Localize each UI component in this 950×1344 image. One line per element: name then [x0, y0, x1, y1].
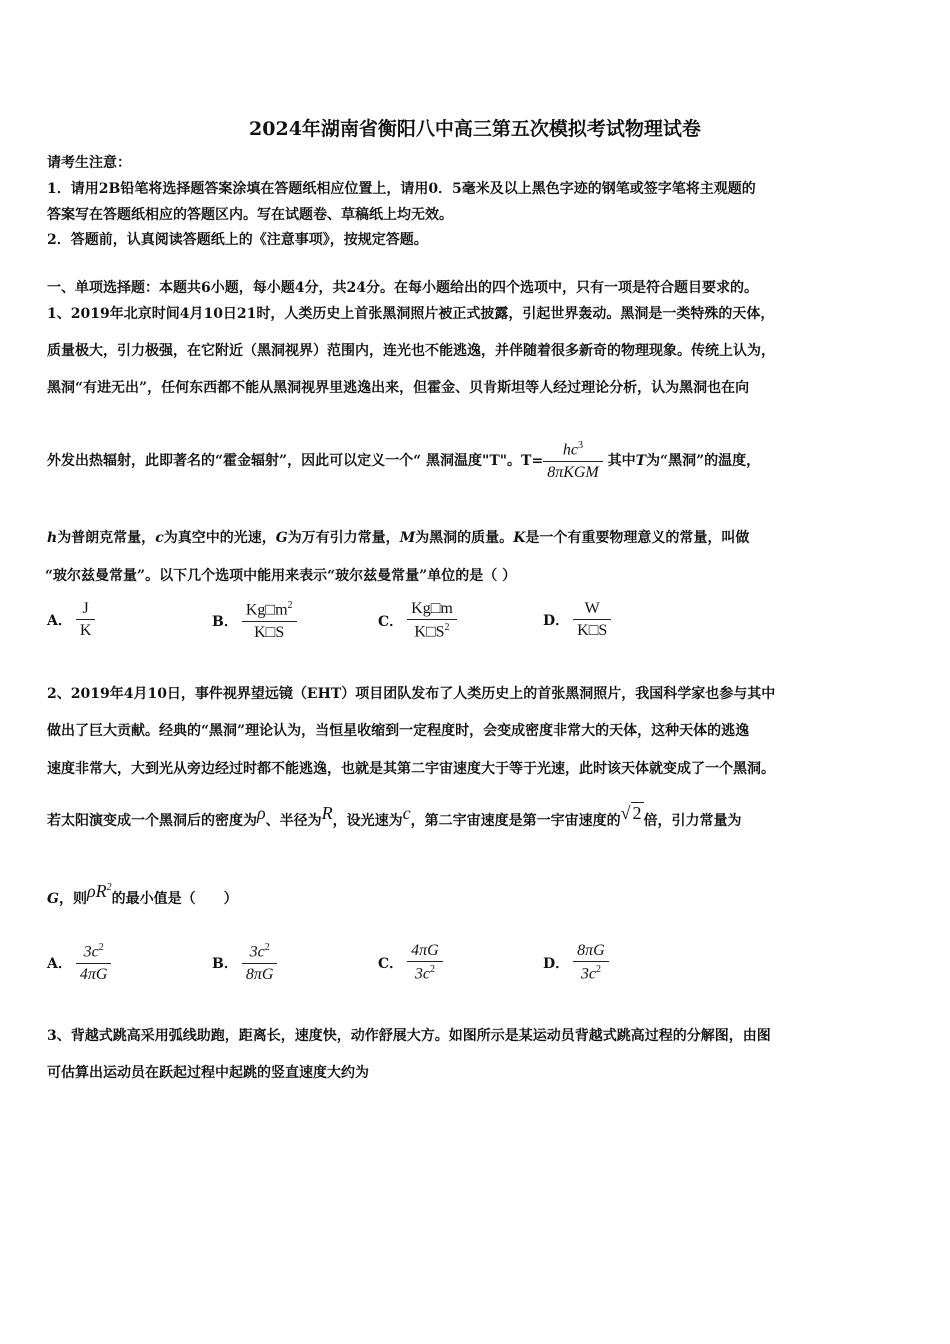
q1-line-6: “玻尔兹曼常量”。以下几个选项中能用来表示“玻尔兹曼常量”单位的是（ ） [45, 568, 517, 584]
q3-line-2: 可估算出运动员在跃起过程中起跳的竖直速度大约为 [47, 1065, 369, 1081]
notice-line-2: 2．答题前，认真阅读答题纸上的《注意事项》，按规定答题。 [47, 232, 428, 248]
q2-option-a[interactable]: A． $\frac{3c^2}{4\pi G}$ [47, 942, 111, 984]
formula-denominator: 8πKGM [547, 463, 599, 481]
q1-option-d[interactable]: D． $\frac{W}{K□S}$ [543, 600, 611, 641]
page-title: 2024年湖南省衡阳八中高三第五次模拟考试物理试卷 [249, 118, 701, 140]
hawking-formula [543, 440, 603, 482]
q1-line-4: 外发出热辐射，此即著名的“霍金辐射”，因此可以定义一个“ 黑洞温度"T"。T= $\frac{hc^3}{\text{8πKGM}}$ 其中T为“黑洞”的温度， [47, 440, 761, 481]
q2-line-4: 若太阳演变成一个黑洞后的密度为ρ、半径为R，设光速为c，第二宇宙速度是第一宇宙速度的√ 2 倍，引力常量为 [47, 803, 742, 829]
q1-line-2: 质量极大，引力极强，在它附近（黑洞视界）范围内，连光也不能逃逸，并伴随着很多新奇的物理现象。传统上认为， [47, 343, 775, 359]
q2-option-c[interactable]: C． $\frac{4\pi G}{3c^2}$ [378, 942, 443, 984]
q2-line-3: 速度非常大，大到光从旁边经过时都不能逃逸，也就是其第二宇宙速度大于等于光速，此时该天体就变成了一个黑洞。 [47, 761, 775, 777]
q1-line-4a: 外发出热辐射，此即著名的“霍金辐射”，因此可以定义一个“ 黑洞温度"T"。T= [47, 453, 544, 470]
rho-symbol: ρ [257, 803, 266, 823]
q1-option-a[interactable]: A． $\frac{J}{K}$ [47, 600, 95, 641]
light-speed-symbol: c [402, 803, 411, 823]
q2-line-2: 做出了巨大贡献。经典的“黑洞”理论认为，当恒星收缩到一定程度时，会变成密度非常大的天体，这种天体的逃逸 [47, 723, 750, 739]
notice-line-1a: 1．请用2B铅笔将选择题答案涂填在答题纸相应位置上，请用0．5毫米及以上黑色字迹的钢笔或签字笔将主观题的 [47, 181, 756, 197]
q2-line-1: 2、2019年4月10日，事件视界望远镜（EHT）项目团队发布了人类历史上的首张黑洞照片，我国科学家也参与其中 [47, 686, 776, 702]
notice-heading: 请考生注意： [47, 155, 131, 171]
section-heading: 一、单项选择题：本题共6小题，每小题4分，共24分。在每小题给出的四个选项中，只有一项是符合题目要求的。 [47, 280, 758, 296]
sqrt-two: √ 2 [620, 803, 642, 823]
q2-option-b[interactable]: B． $\frac{3c^2}{8\pi G}$ [212, 942, 277, 984]
q2-option-d[interactable]: D． $\frac{8\pi G}{3c^2}$ [543, 942, 609, 984]
notice-line-1b: 答案写在答题纸相应的答题区内。写在试题卷、草稿纸上均无效。 [47, 207, 453, 223]
q1-option-b[interactable]: B． $\frac{Kg□m^2}{K□S}$ [212, 600, 297, 642]
q3-line-1: 3、背越式跳高采用弧线助跑，距离长，速度快，动作舒展大方。如图所示是某运动员背越式跳高过程的分解图，由图 [47, 1028, 771, 1044]
formula-numerator: $hc^3$ [543, 440, 603, 462]
rho-r-squared: $\rho R^2$ [86, 881, 112, 901]
q2-line-5: G，则$\rho R^2$的最小值是（ ） [47, 881, 238, 907]
radius-symbol: R [321, 803, 333, 823]
q1-option-c[interactable]: C． $\frac{Kg□m}{K□S^2}$ [378, 600, 457, 642]
q1-line-1: 1、2019年北京时间4月10日21时，人类历史上首张黑洞照片被正式披露，引起世界轰动。黑洞是一类特殊的天体， [47, 306, 775, 322]
q1-line-3: 黑洞“有进无出”，任何东西都不能从黑洞视界里逃逸出来，但霍金、贝肯斯坦等人经过理论分析，认为黑洞也在向 [47, 380, 750, 396]
q1-line-5: h为普朗克常量，c为真空中的光速，G为万有引力常量，M为黑洞的质量。K是一个有重要物理意义的常量，叫做 [47, 530, 750, 546]
